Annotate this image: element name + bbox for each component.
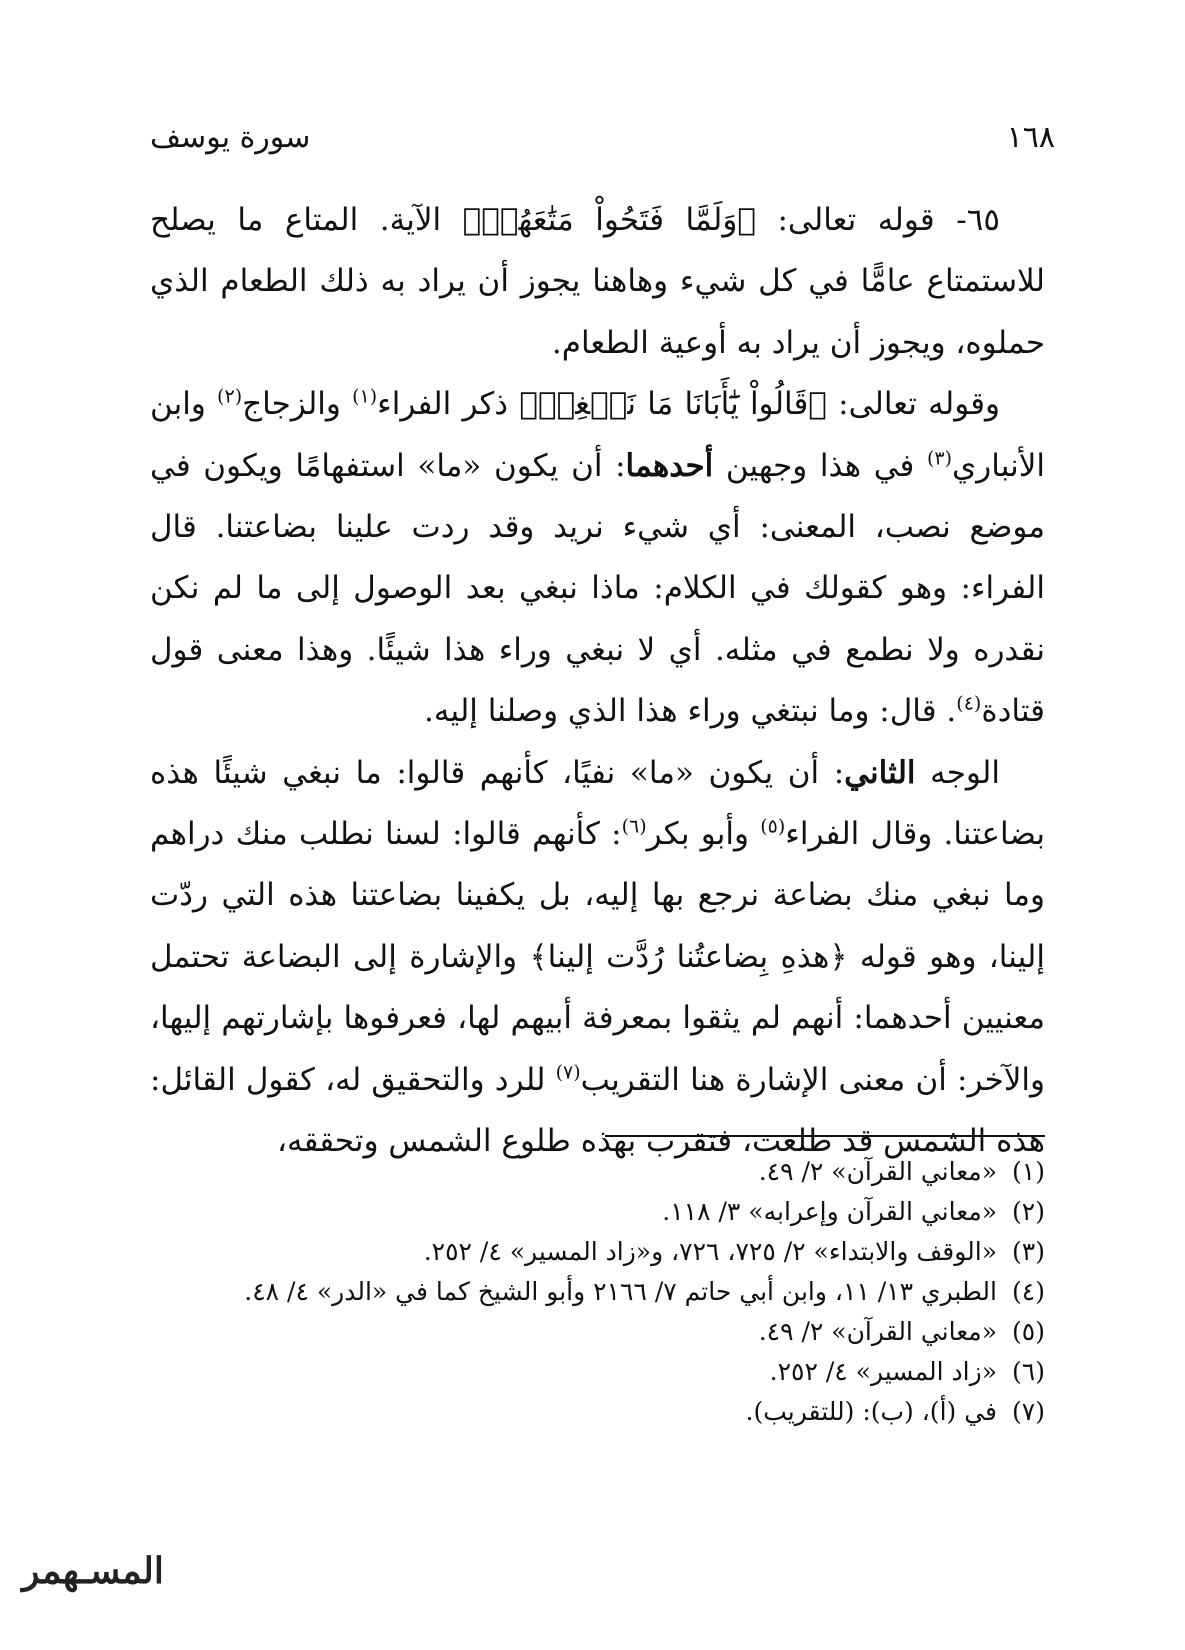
footnote-ref: (١) [352,385,378,408]
footnote: (٦)«زاد المسير» ٤/ ٢٥٢. [769,1357,1045,1386]
footnote: (٢)«معاني القرآن وإعرابه» ٣/ ١١٨. [662,1197,1045,1226]
footnote-ref: (٦) [621,815,647,838]
quran-verse: ﴿وَلَمَّا فَتَحُواْ مَتَٰعَهُمۡ﴾ [462,202,756,238]
paragraph-3: الوجه الثاني: أن يكون «ما» نفيًا، كأنهم قالوا: ما نبغي شيئًا هذه بضاعتنا. وقال الفراء$^{(٥)}$ وأبو بكر$^{(٦)}$: كأنهم قالوا: لسنا نطلب منك دراهم وما نبغي منك بضاعة نرجع بها إليه، بل يكفينا بضاعتنا هذه التي ردّت إلينا، وهو قوله ﴿هذهِ بِضاعتُنا رُدَّت إلينا﴾ والإشارة إلى البضاعة تحتمل معنيين أحدهما: أنهم لم يثقوا بمعرفة أبيهم لها، فعرفوها بإشارتهم إليها، والآخر: أن معنى الإشارة هنا التقريب$^{(٧)}$ للرد والتحقيق له، كقول القائل: هذه الشمس قد طلعت، فتقرب بهذه طلوع الشمس وتحققه، [150,754,1046,1160]
footnote: (١)«معاني القرآن» ٢/ ٤٩. [758,1157,1045,1186]
footnote-divider [605,1135,1045,1137]
page-header [150,112,1055,162]
paragraph-1: ٦٥- قوله تعالى: ﴿وَلَمَّا فَتَحُواْ مَتَٰعَهُمۡ﴾ الآية. المتاع ما يصلح للاستمتاع عامًّا في كل شيء وهاهنا يجوز أن يراد به ذلك الطعام الذي حملوه، ويجوز أن يراد به أوعية الطعام. [150,202,1045,361]
footnote-ref: (٧) [555,1061,581,1084]
bold-term: أحدهما [625,447,714,484]
footnote: (٧)في (أ)، (ب): (للتقريب). [745,1397,1045,1426]
logo-text: المسـهمر [22,1550,164,1592]
footnote: (٤)الطبري ١٣/ ١١، وابن أبي حاتم ٧/ ٢١٦٦ وأبو الشيخ كما في «الدر» ٤/ ٤٨. [244,1277,1045,1306]
footnote-ref: (٥) [760,815,786,838]
footnotes [150,1152,1045,1432]
surah-title: سورة يوسف [150,119,311,155]
publisher-logo [8,1550,178,1620]
footnote-ref: (٤) [956,692,982,715]
footnote-ref: (٣) [926,447,953,470]
page-number: ١٦٨ [1006,119,1055,155]
footnote-ref: (٢) [217,385,243,408]
footnote: (٣)«الوقف والابتداء» ٢/ ٧٢٥، ٧٢٦، و«زاد المسير» ٤/ ٢٥٢. [423,1237,1045,1266]
quran-verse: ﴿هذهِ بِضاعتُنا رُدَّت إلينا﴾ [529,938,848,975]
footnote: (٥)«معاني القرآن» ٢/ ٤٩. [758,1317,1045,1346]
quran-verse: ﴿قَالُواْ يَٰٓأَبَانَا مَا نَبۡغِيۖ﴾ [519,386,827,423]
main-text [150,190,1045,1173]
bold-term: الثاني [844,754,916,791]
paragraph-2: وقوله تعالى: ﴿قَالُواْ يَٰٓأَبَانَا مَا نَبۡغِيۖ﴾ ذكر الفراء$^{(١)}$ والزجاج$^{(٢)}$ وابن الأنباري$^{(٣)}$ في هذا وجهين أحدهما: أن يكون «ما» استفهامًا ويكون في موضع نصب، المعنى: أي شيء نريد وقد ردت علينا بضاعتنا. قال الفراء: وهو كقولك في الكلام: ماذا نبغي بعد الوصول إلى ما لم نكن نقدره ولا نطمع في مثله. أي لا نبغي وراء هذا شيئًا. وهذا معنى قول قتادة$^{(٤)}$. قال: وما نبتغي وراء هذا الذي وصلنا إليه. [150,385,1045,730]
